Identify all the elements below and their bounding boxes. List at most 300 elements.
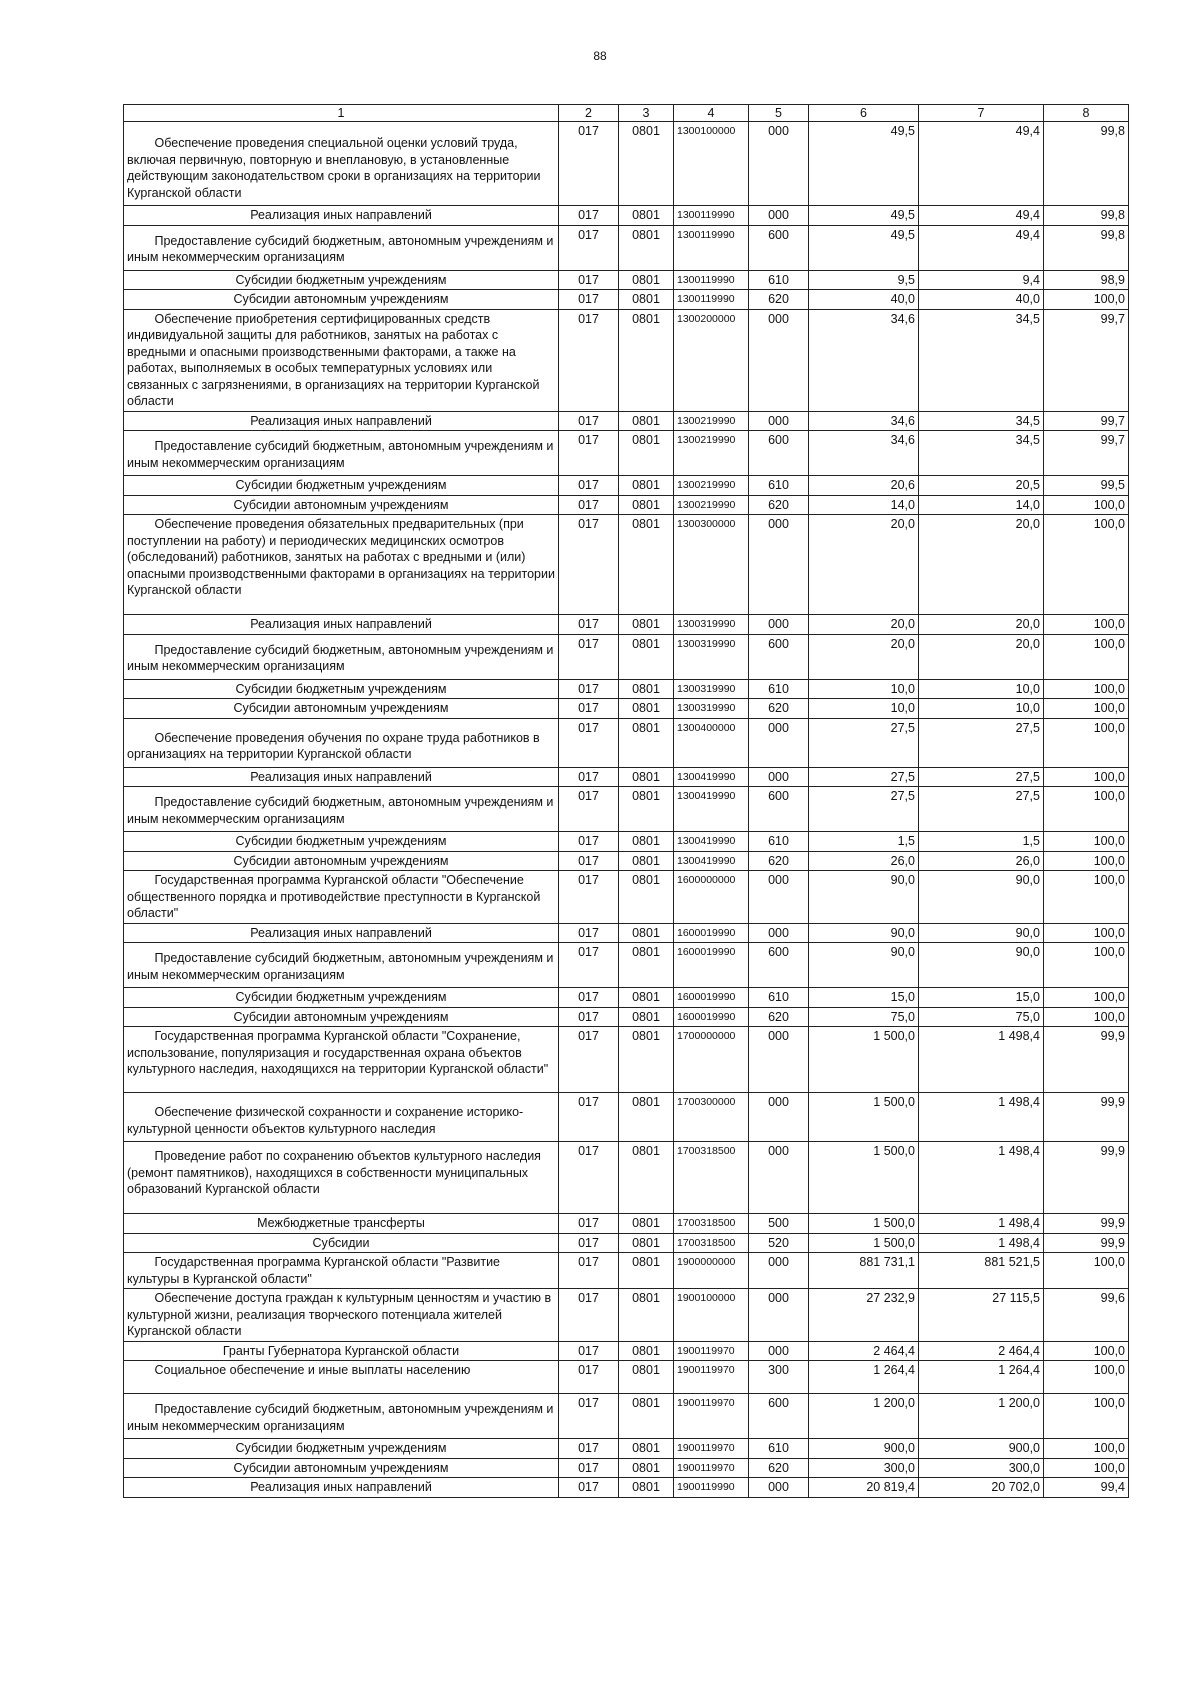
- code-expense-type-cell: 600: [749, 225, 809, 270]
- executed-amount-cell: 27,5: [919, 767, 1044, 787]
- page-number: 88: [593, 49, 607, 63]
- row-name-cell: [124, 1458, 559, 1478]
- row-name-text: Субсидии: [312, 1235, 370, 1250]
- code-section-cell: 0801: [619, 1093, 674, 1142]
- code-target-item-cell: 1600000000: [674, 871, 749, 924]
- code-expense-type-cell: 620: [749, 1458, 809, 1478]
- code-section-cell: 0801: [619, 718, 674, 767]
- execution-percent-cell: 100,0: [1044, 290, 1129, 310]
- row-name-text: Предоставление субсидий бюджетным, автономным учреждениям и иным некоммерческим организациям: [127, 233, 554, 264]
- code-expense-type-cell: 610: [749, 988, 809, 1008]
- table-row: [124, 851, 1129, 871]
- executed-amount-cell: 1 498,4: [919, 1214, 1044, 1234]
- code-target-item-cell: 1300219990: [674, 495, 749, 515]
- code-section-cell: 0801: [619, 431, 674, 476]
- planned-amount-cell: 2 464,4: [809, 1341, 919, 1361]
- column-header: 1: [124, 105, 559, 122]
- code-expense-type-cell: 610: [749, 476, 809, 496]
- code-expense-type-cell: 000: [749, 309, 809, 411]
- code-section-cell: 0801: [619, 1478, 674, 1498]
- row-name-text: Социальное обеспечение и иные выплаты населению: [154, 1363, 471, 1377]
- planned-amount-cell: 1 200,0: [809, 1394, 919, 1439]
- code-section-cell: 0801: [619, 699, 674, 719]
- executed-amount-cell: 27,5: [919, 787, 1044, 832]
- code-expense-type-cell: 600: [749, 1394, 809, 1439]
- row-name-cell: [124, 943, 559, 988]
- row-name-cell: [124, 767, 559, 787]
- code-expense-type-cell: 000: [749, 1142, 809, 1214]
- code-section-cell: 0801: [619, 1142, 674, 1214]
- planned-amount-cell: 20,0: [809, 634, 919, 679]
- execution-percent-cell: 99,5: [1044, 476, 1129, 496]
- row-name-text: Реализация иных направлений: [250, 617, 432, 631]
- execution-percent-cell: 100,0: [1044, 1394, 1129, 1439]
- code-expense-type-cell: 620: [749, 290, 809, 310]
- row-name-cell: [124, 495, 559, 515]
- planned-amount-cell: 27,5: [809, 718, 919, 767]
- table-row: [124, 270, 1129, 290]
- code-section-cell: 0801: [619, 495, 674, 515]
- code-chapter-cell: 017: [559, 988, 619, 1008]
- code-section-cell: 0801: [619, 1253, 674, 1289]
- planned-amount-cell: 90,0: [809, 923, 919, 943]
- row-name-cell: [124, 1361, 559, 1394]
- row-name-cell: [124, 1394, 559, 1439]
- row-name-cell: [124, 1478, 559, 1498]
- code-chapter-cell: 017: [559, 1361, 619, 1394]
- row-name-cell: [124, 851, 559, 871]
- executed-amount-cell: 34,5: [919, 411, 1044, 431]
- code-section-cell: 0801: [619, 290, 674, 310]
- row-name-text: Обеспечение проведения обучения по охране труда работников в организациях на территории Курганской области: [127, 730, 540, 761]
- execution-percent-cell: 100,0: [1044, 1361, 1129, 1394]
- code-expense-type-cell: 000: [749, 411, 809, 431]
- execution-percent-cell: 100,0: [1044, 1007, 1129, 1027]
- planned-amount-cell: 27,5: [809, 787, 919, 832]
- planned-amount-cell: 1 264,4: [809, 1361, 919, 1394]
- code-expense-type-cell: 610: [749, 270, 809, 290]
- code-section-cell: 0801: [619, 679, 674, 699]
- row-name-cell: [124, 679, 559, 699]
- code-target-item-cell: 1900119970: [674, 1394, 749, 1439]
- code-chapter-cell: 017: [559, 871, 619, 924]
- table-row: [124, 1007, 1129, 1027]
- executed-amount-cell: 1 498,4: [919, 1093, 1044, 1142]
- planned-amount-cell: 900,0: [809, 1439, 919, 1459]
- executed-amount-cell: 14,0: [919, 495, 1044, 515]
- code-chapter-cell: 017: [559, 634, 619, 679]
- code-target-item-cell: 1700300000: [674, 1093, 749, 1142]
- row-name-text: Проведение работ по сохранению объектов культурного наследия (ремонт памятников), находящихся в собственности муниципальных образований Курганской области: [127, 1149, 541, 1196]
- execution-percent-cell: 100,0: [1044, 718, 1129, 767]
- execution-percent-cell: 100,0: [1044, 1341, 1129, 1361]
- row-name-text: Межбюджетные трансферты: [257, 1216, 425, 1230]
- code-chapter-cell: 017: [559, 851, 619, 871]
- planned-amount-cell: 10,0: [809, 699, 919, 719]
- code-chapter-cell: 017: [559, 767, 619, 787]
- code-chapter-cell: 017: [559, 309, 619, 411]
- code-chapter-cell: 017: [559, 679, 619, 699]
- planned-amount-cell: 75,0: [809, 1007, 919, 1027]
- code-target-item-cell: 1300400000: [674, 718, 749, 767]
- row-name-cell: [124, 1027, 559, 1093]
- row-name-cell: [124, 206, 559, 226]
- code-expense-type-cell: 620: [749, 495, 809, 515]
- code-expense-type-cell: 620: [749, 1007, 809, 1027]
- executed-amount-cell: 34,5: [919, 431, 1044, 476]
- code-expense-type-cell: 000: [749, 718, 809, 767]
- code-chapter-cell: 017: [559, 1093, 619, 1142]
- executed-amount-cell: 90,0: [919, 871, 1044, 924]
- code-chapter-cell: 017: [559, 1289, 619, 1342]
- code-chapter-cell: 017: [559, 1233, 619, 1253]
- row-name-text: Государственная программа Курганской области "Развитие культуры в Курганской области": [127, 1255, 501, 1286]
- row-name-cell: [124, 1142, 559, 1214]
- executed-amount-cell: 27 115,5: [919, 1289, 1044, 1342]
- execution-percent-cell: 99,9: [1044, 1027, 1129, 1093]
- code-section-cell: 0801: [619, 1289, 674, 1342]
- execution-percent-cell: 99,8: [1044, 206, 1129, 226]
- row-name-cell: [124, 309, 559, 411]
- table-row: [124, 206, 1129, 226]
- code-target-item-cell: 1300319990: [674, 615, 749, 635]
- row-name-text: Обеспечение физической сохранности и сохранение историко-культурной ценности объектов культурного наследия: [127, 1105, 524, 1136]
- row-name-text: Государственная программа Курганской области "Обеспечение общественного порядка и противодействие преступности в Курганской области": [127, 873, 541, 920]
- table-row: [124, 923, 1129, 943]
- code-section-cell: 0801: [619, 767, 674, 787]
- code-target-item-cell: 1300100000: [674, 122, 749, 206]
- planned-amount-cell: 34,6: [809, 431, 919, 476]
- execution-percent-cell: 99,9: [1044, 1233, 1129, 1253]
- executed-amount-cell: 1 498,4: [919, 1142, 1044, 1214]
- code-section-cell: 0801: [619, 1394, 674, 1439]
- executed-amount-cell: 1 498,4: [919, 1027, 1044, 1093]
- execution-percent-cell: 99,9: [1044, 1214, 1129, 1234]
- row-name-cell: [124, 923, 559, 943]
- row-name-text: Реализация иных направлений: [250, 208, 432, 222]
- row-name-text: Реализация иных направлений: [250, 769, 432, 784]
- code-expense-type-cell: 000: [749, 1027, 809, 1093]
- row-name-text: Субсидии бюджетным учреждениям: [235, 1441, 447, 1455]
- planned-amount-cell: 27 232,9: [809, 1289, 919, 1342]
- code-expense-type-cell: 000: [749, 1341, 809, 1361]
- row-name-text: Субсидии автономным учреждениям: [233, 1009, 449, 1024]
- table-row: [124, 476, 1129, 496]
- row-name-text: Предоставление субсидий бюджетным, автономным учреждениям и иным некоммерческим организациям: [127, 951, 554, 982]
- table-row: [124, 1214, 1129, 1234]
- execution-percent-cell: 100,0: [1044, 832, 1129, 852]
- code-chapter-cell: 017: [559, 1142, 619, 1214]
- code-section-cell: 0801: [619, 615, 674, 635]
- planned-amount-cell: 20,0: [809, 515, 919, 615]
- table-row: [124, 832, 1129, 852]
- execution-percent-cell: 100,0: [1044, 988, 1129, 1008]
- code-chapter-cell: 017: [559, 411, 619, 431]
- planned-amount-cell: 90,0: [809, 871, 919, 924]
- code-section-cell: 0801: [619, 988, 674, 1008]
- code-expense-type-cell: 600: [749, 634, 809, 679]
- code-chapter-cell: 017: [559, 1341, 619, 1361]
- code-target-item-cell: 1600019990: [674, 923, 749, 943]
- planned-amount-cell: 300,0: [809, 1458, 919, 1478]
- executed-amount-cell: 49,4: [919, 122, 1044, 206]
- code-section-cell: 0801: [619, 923, 674, 943]
- column-header: 8: [1044, 105, 1129, 122]
- code-target-item-cell: 1300319990: [674, 634, 749, 679]
- code-chapter-cell: 017: [559, 1007, 619, 1027]
- row-name-text: Субсидии автономным учреждениям: [233, 497, 449, 512]
- executed-amount-cell: 881 521,5: [919, 1253, 1044, 1289]
- code-expense-type-cell: 000: [749, 923, 809, 943]
- table-row: [124, 1093, 1129, 1142]
- row-name-cell: [124, 615, 559, 635]
- executed-amount-cell: 90,0: [919, 943, 1044, 988]
- execution-percent-cell: 99,7: [1044, 309, 1129, 411]
- table-row: [124, 515, 1129, 615]
- row-name-cell: [124, 1093, 559, 1142]
- code-target-item-cell: 1700318500: [674, 1214, 749, 1234]
- code-expense-type-cell: 000: [749, 1093, 809, 1142]
- table-row: [124, 1458, 1129, 1478]
- row-name-cell: [124, 1341, 559, 1361]
- column-header: 7: [919, 105, 1044, 122]
- code-expense-type-cell: 000: [749, 1289, 809, 1342]
- row-name-text: Реализация иных направлений: [250, 925, 432, 940]
- table-row: [124, 1142, 1129, 1214]
- row-name-cell: [124, 290, 559, 310]
- table-row: [124, 1233, 1129, 1253]
- table-row: [124, 1439, 1129, 1459]
- code-section-cell: 0801: [619, 851, 674, 871]
- row-name-text: Государственная программа Курганской области "Сохранение, использование, популяризация и государственная охрана объектов культурного наследия, находящихся на территории Курганской области": [127, 1029, 549, 1076]
- executed-amount-cell: 20,0: [919, 634, 1044, 679]
- code-expense-type-cell: 620: [749, 699, 809, 719]
- execution-percent-cell: 100,0: [1044, 923, 1129, 943]
- code-chapter-cell: 017: [559, 832, 619, 852]
- execution-percent-cell: 100,0: [1044, 679, 1129, 699]
- planned-amount-cell: 40,0: [809, 290, 919, 310]
- planned-amount-cell: 27,5: [809, 767, 919, 787]
- code-target-item-cell: 1300419990: [674, 767, 749, 787]
- executed-amount-cell: 27,5: [919, 718, 1044, 767]
- code-section-cell: 0801: [619, 1439, 674, 1459]
- code-section-cell: 0801: [619, 1361, 674, 1394]
- code-section-cell: 0801: [619, 225, 674, 270]
- code-chapter-cell: 017: [559, 476, 619, 496]
- planned-amount-cell: 34,6: [809, 411, 919, 431]
- code-expense-type-cell: 000: [749, 871, 809, 924]
- code-expense-type-cell: 500: [749, 1214, 809, 1234]
- column-header: 6: [809, 105, 919, 122]
- planned-amount-cell: 1,5: [809, 832, 919, 852]
- code-expense-type-cell: 520: [749, 1233, 809, 1253]
- planned-amount-cell: 49,5: [809, 206, 919, 226]
- code-expense-type-cell: 000: [749, 206, 809, 226]
- execution-percent-cell: 99,9: [1044, 1093, 1129, 1142]
- row-name-cell: [124, 1289, 559, 1342]
- execution-percent-cell: 100,0: [1044, 851, 1129, 871]
- row-name-cell: [124, 1214, 559, 1234]
- code-section-cell: 0801: [619, 515, 674, 615]
- executed-amount-cell: 20,5: [919, 476, 1044, 496]
- code-expense-type-cell: 600: [749, 431, 809, 476]
- executed-amount-cell: 34,5: [919, 309, 1044, 411]
- execution-percent-cell: 100,0: [1044, 699, 1129, 719]
- execution-percent-cell: 100,0: [1044, 871, 1129, 924]
- execution-percent-cell: 100,0: [1044, 615, 1129, 635]
- code-section-cell: 0801: [619, 411, 674, 431]
- code-target-item-cell: 1600019990: [674, 988, 749, 1008]
- execution-percent-cell: 99,6: [1044, 1289, 1129, 1342]
- executed-amount-cell: 10,0: [919, 679, 1044, 699]
- code-section-cell: 0801: [619, 634, 674, 679]
- code-chapter-cell: 017: [559, 515, 619, 615]
- row-name-cell: [124, 718, 559, 767]
- executed-amount-cell: 1 264,4: [919, 1361, 1044, 1394]
- code-target-item-cell: 1900119970: [674, 1361, 749, 1394]
- code-section-cell: 0801: [619, 871, 674, 924]
- row-name-text: Субсидии бюджетным учреждениям: [235, 272, 447, 287]
- code-section-cell: 0801: [619, 943, 674, 988]
- execution-percent-cell: 100,0: [1044, 515, 1129, 615]
- code-expense-type-cell: 000: [749, 1253, 809, 1289]
- row-name-cell: [124, 476, 559, 496]
- execution-percent-cell: 99,9: [1044, 1142, 1129, 1214]
- code-target-item-cell: 1300419990: [674, 851, 749, 871]
- executed-amount-cell: 20,0: [919, 615, 1044, 635]
- code-target-item-cell: 1600019990: [674, 943, 749, 988]
- code-chapter-cell: 017: [559, 699, 619, 719]
- code-expense-type-cell: 300: [749, 1361, 809, 1394]
- planned-amount-cell: 1 500,0: [809, 1214, 919, 1234]
- execution-percent-cell: 100,0: [1044, 495, 1129, 515]
- planned-amount-cell: 49,5: [809, 122, 919, 206]
- code-chapter-cell: 017: [559, 943, 619, 988]
- row-name-text: Субсидии бюджетным учреждениям: [235, 681, 447, 696]
- code-expense-type-cell: 600: [749, 943, 809, 988]
- table-row: [124, 290, 1129, 310]
- planned-amount-cell: 10,0: [809, 679, 919, 699]
- code-target-item-cell: 1700000000: [674, 1027, 749, 1093]
- code-chapter-cell: 017: [559, 1394, 619, 1439]
- executed-amount-cell: 40,0: [919, 290, 1044, 310]
- code-target-item-cell: 1300219990: [674, 411, 749, 431]
- row-name-text: Предоставление субсидий бюджетным, автономным учреждениям и иным некоммерческим организациям: [127, 795, 554, 826]
- code-section-cell: 0801: [619, 1341, 674, 1361]
- row-name-text: Субсидии бюджетным учреждениям: [235, 834, 447, 848]
- code-expense-type-cell: 620: [749, 851, 809, 871]
- executed-amount-cell: 1,5: [919, 832, 1044, 852]
- code-target-item-cell: 1900119970: [674, 1458, 749, 1478]
- row-name-text: Гранты Губернатора Курганской области: [222, 1343, 460, 1358]
- budget-table: [123, 104, 1129, 1498]
- code-expense-type-cell: 600: [749, 787, 809, 832]
- column-header: 4: [674, 105, 749, 122]
- code-section-cell: 0801: [619, 1027, 674, 1093]
- planned-amount-cell: 20,6: [809, 476, 919, 496]
- executed-amount-cell: 20 702,0: [919, 1478, 1044, 1498]
- row-name-cell: [124, 832, 559, 852]
- row-name-cell: [124, 225, 559, 270]
- code-chapter-cell: 017: [559, 431, 619, 476]
- table-row: [124, 1027, 1129, 1093]
- code-target-item-cell: 1300319990: [674, 699, 749, 719]
- executed-amount-cell: 75,0: [919, 1007, 1044, 1027]
- table-row: [124, 411, 1129, 431]
- row-name-text: Предоставление субсидий бюджетным, автономным учреждениям и иным некоммерческим организациям: [127, 1402, 554, 1433]
- table-row: [124, 718, 1129, 767]
- table-row: [124, 431, 1129, 476]
- code-chapter-cell: 017: [559, 495, 619, 515]
- code-expense-type-cell: 000: [749, 122, 809, 206]
- code-section-cell: 0801: [619, 270, 674, 290]
- code-target-item-cell: 1700318500: [674, 1233, 749, 1253]
- planned-amount-cell: 881 731,1: [809, 1253, 919, 1289]
- code-section-cell: 0801: [619, 206, 674, 226]
- executed-amount-cell: 900,0: [919, 1439, 1044, 1459]
- code-section-cell: 0801: [619, 1233, 674, 1253]
- code-target-item-cell: 1300119990: [674, 290, 749, 310]
- code-section-cell: 0801: [619, 1007, 674, 1027]
- table-row: [124, 615, 1129, 635]
- planned-amount-cell: 34,6: [809, 309, 919, 411]
- code-target-item-cell: 1900000000: [674, 1253, 749, 1289]
- code-target-item-cell: 1900119970: [674, 1341, 749, 1361]
- code-chapter-cell: 017: [559, 1214, 619, 1234]
- planned-amount-cell: 90,0: [809, 943, 919, 988]
- table-row: [124, 679, 1129, 699]
- planned-amount-cell: 20 819,4: [809, 1478, 919, 1498]
- table-row: [124, 634, 1129, 679]
- row-name-cell: [124, 871, 559, 924]
- code-section-cell: 0801: [619, 1214, 674, 1234]
- code-chapter-cell: 017: [559, 923, 619, 943]
- execution-percent-cell: 100,0: [1044, 634, 1129, 679]
- execution-percent-cell: 99,7: [1044, 411, 1129, 431]
- code-target-item-cell: 1900100000: [674, 1289, 749, 1342]
- row-name-text: Обеспечение проведения обязательных предварительных (при поступлении на работу) и периодических медицинских осмотров (обследований) работников, занятых на работах с вредными и (или) опасными производственными факторами в организациях на территории Курганской области: [127, 517, 555, 597]
- execution-percent-cell: 100,0: [1044, 1439, 1129, 1459]
- code-section-cell: 0801: [619, 476, 674, 496]
- row-name-text: Обеспечение приобретения сертифицированных средств индивидуальной защиты для работников, занятых на работах с вредными и опасными производственными факторами, а также на работах, выполняемых в особых температурных условиях или связанных с загрязнениями, в организациях на территории Курганской области: [127, 311, 540, 408]
- execution-percent-cell: 99,7: [1044, 431, 1129, 476]
- executed-amount-cell: 300,0: [919, 1458, 1044, 1478]
- row-name-text: Реализация иных направлений: [250, 413, 432, 428]
- table-row: [124, 767, 1129, 787]
- planned-amount-cell: 1 500,0: [809, 1142, 919, 1214]
- execution-percent-cell: 99,4: [1044, 1478, 1129, 1498]
- code-section-cell: 0801: [619, 787, 674, 832]
- row-name-text: Обеспечение проведения специальной оценки условий труда, включая первичную, повторную и внеплановую, в установленные действующим законодательством сроки в организациях на территории Курганской области: [127, 136, 541, 200]
- code-chapter-cell: 017: [559, 1458, 619, 1478]
- executed-amount-cell: 90,0: [919, 923, 1044, 943]
- column-header: 2: [559, 105, 619, 122]
- row-name-text: Субсидии автономным учреждениям: [233, 701, 449, 715]
- column-number-row: [124, 105, 1129, 122]
- code-target-item-cell: 1300200000: [674, 309, 749, 411]
- code-target-item-cell: 1300119990: [674, 225, 749, 270]
- table-row: [124, 1341, 1129, 1361]
- planned-amount-cell: 1 500,0: [809, 1233, 919, 1253]
- row-name-text: Субсидии автономным учреждениям: [233, 853, 449, 868]
- executed-amount-cell: 9,4: [919, 270, 1044, 290]
- row-name-text: Субсидии бюджетным учреждениям: [235, 990, 447, 1004]
- code-chapter-cell: 017: [559, 1027, 619, 1093]
- code-expense-type-cell: 000: [749, 615, 809, 635]
- executed-amount-cell: 2 464,4: [919, 1341, 1044, 1361]
- code-chapter-cell: 017: [559, 206, 619, 226]
- code-section-cell: 0801: [619, 122, 674, 206]
